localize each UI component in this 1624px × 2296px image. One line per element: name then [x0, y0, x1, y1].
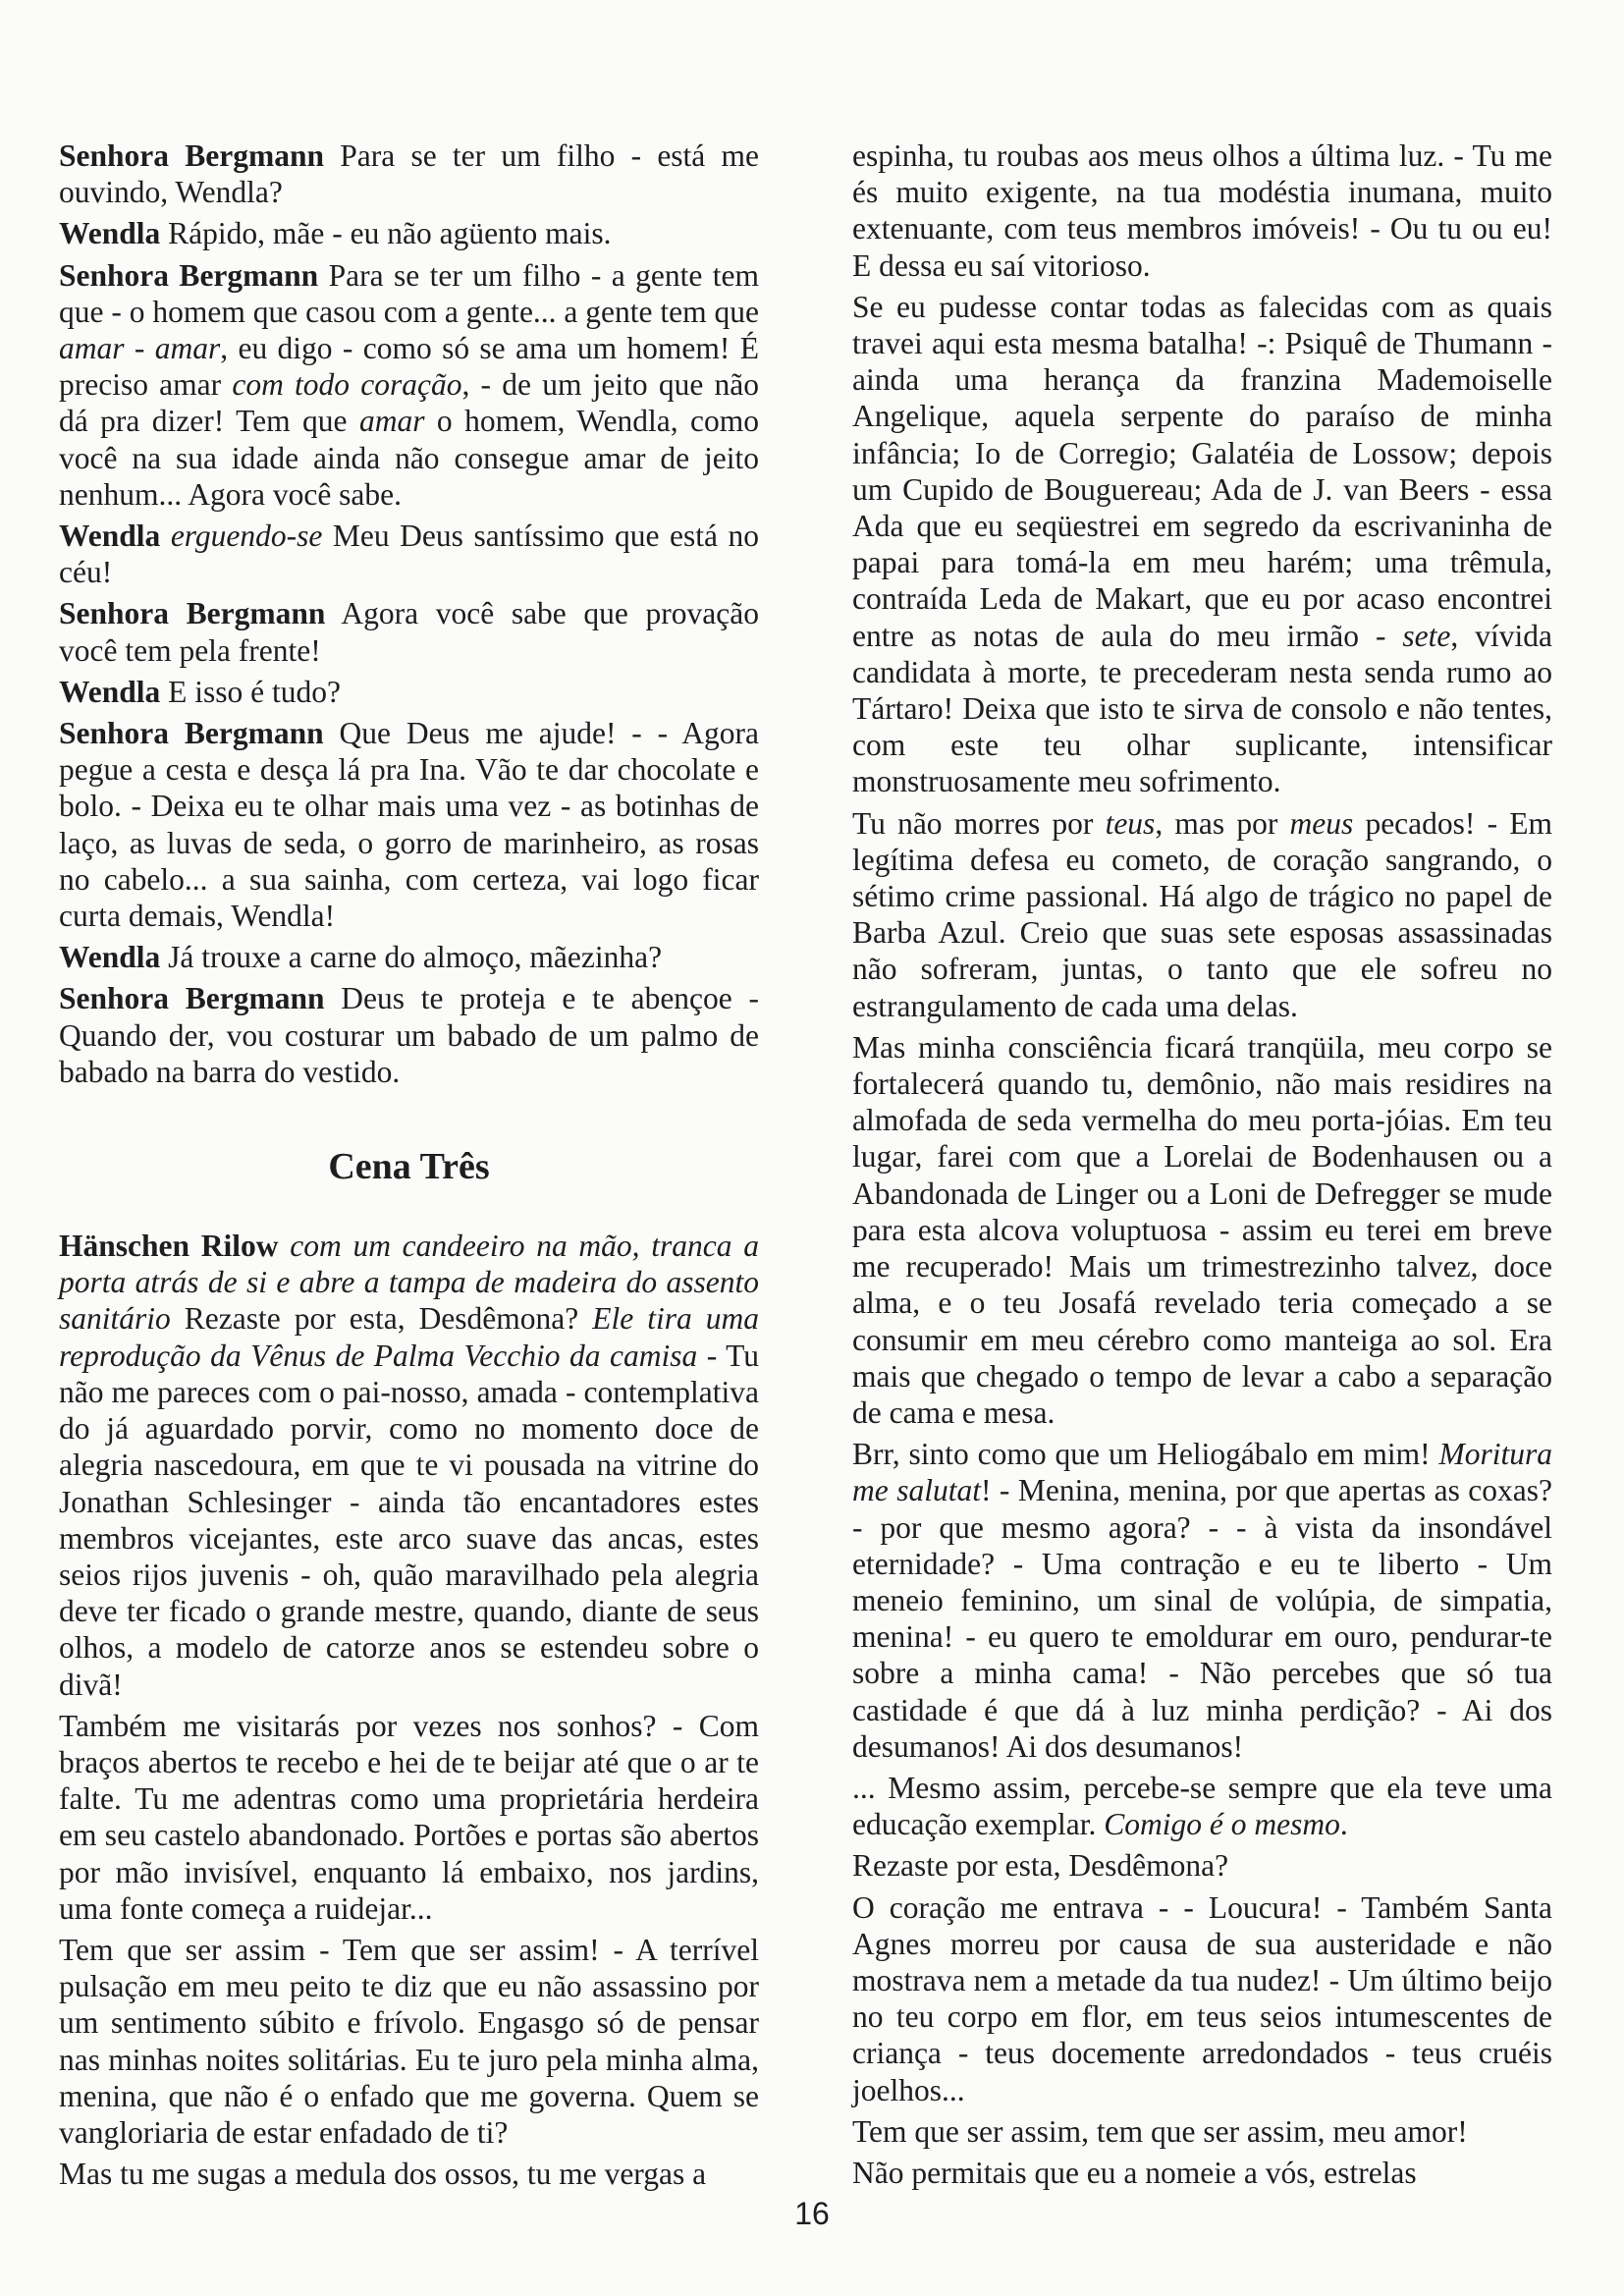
dialogue-text: E isso é tudo? — [168, 674, 342, 709]
dialogue-line — [59, 215, 759, 251]
dialogue-text: Deus te proteja e te abençoe - Quando der, vou costurar um babado de um palmo de babado na barra do vestido. — [59, 981, 760, 1089]
stage-direction: Ele tira uma reprodução da Vênus de Palma Vecchio da camisa — [59, 1301, 759, 1373]
body-text: Para se ter um filho - a gente tem que - o homem que casou com a gente... a gente tem que — [59, 257, 759, 329]
speaker-name: Senhora Bergmann — [59, 138, 325, 173]
dialogue-text: Para se ter um filho - está me ouvindo, Wendla? — [59, 138, 760, 210]
speaker-name: Senhora Bergmann — [59, 716, 324, 751]
speaker-name: Wendla — [59, 940, 161, 975]
stage-direction: amar — [358, 404, 425, 439]
monologue-paragraph — [59, 1708, 759, 1927]
scene-title: Cena Três — [328, 1146, 490, 1188]
dialogue-line — [59, 980, 759, 1090]
dialogue-line — [59, 939, 759, 975]
monologue-paragraph — [852, 1436, 1552, 1765]
body-text: ! - Menina, menina, por que apertas as coxas? - por que mesmo agora? - - à vista da insondável eternidade? - Uma contração e eu te liberto - Um meneio feminino, um sinal de volúpia, de simpatia, menina! - eu quero te emoldurar em ouro, pendurar-te sobre a minha cama! - Não percebes que só tua castidade é que dá à luz minha perdição? - Ai dos desumanos! Ai dos desumanos! — [852, 1473, 1552, 1764]
speaker-name: Hänschen Rilow — [59, 1229, 279, 1264]
stage-direction: com um candeeiro na mão, tranca a porta atrás de si e abre a tampa de madeira do assento sanitário — [59, 1229, 759, 1337]
monologue-paragraph — [59, 1932, 759, 2151]
body-text: , - de um jeito que não dá pra dizer! Tem que — [59, 367, 760, 439]
stage-direction: amar — [59, 331, 125, 366]
body-text: Rezaste por esta, Desdêmona? — [170, 1301, 593, 1337]
body-text: Mas tu me sugas a medula dos ossos, tu me vergas a — [59, 2157, 707, 2192]
right-column — [852, 137, 1552, 2196]
stage-direction: Moritura me salutat — [852, 1437, 1552, 1508]
body-text: , eu digo - como só se ama um homem! É preciso amar — [59, 331, 759, 403]
dialogue-line — [59, 257, 759, 513]
speaker-name: Wendla — [59, 216, 161, 251]
monologue-paragraph — [852, 2155, 1552, 2191]
dialogue-text: Já trouxe a carne do almoço, mãezinha? — [168, 940, 663, 975]
body-text: Tem que ser assim, tem que ser assim, meu amor! — [852, 2113, 1468, 2149]
monologue-paragraph — [852, 289, 1552, 800]
stage-direction: teus — [1105, 805, 1156, 841]
dialogue-text: Meu Deus santíssimo que está no céu! — [59, 519, 759, 590]
monologue-paragraph — [59, 1228, 759, 1703]
stage-direction: com todo coração — [232, 367, 462, 403]
speaker-name: Senhora Bergmann — [59, 257, 319, 293]
body-text: O coração me entrava - - Loucura! - Também Santa Agnes morreu por causa de sua austeridade e não mostrava nem a metade da tua nudez! - Um último beijo no teu corpo em flor, em teus seios intumescentes de criança - teus docemente arredondados - teus cruéis joelhos... — [852, 1889, 1552, 2107]
monologue-paragraph — [852, 1029, 1552, 1431]
left-column — [59, 137, 759, 2197]
body-text: Tu não morres por — [852, 805, 1106, 841]
body-text: espinha, tu roubas aos meus olhos a última luz. - Tu me és muito exigente, na tua modéstia inumana, muito extenuante, com teus membros imóveis! - Ou tu ou eu! E dessa eu saí vitorioso. — [852, 138, 1552, 283]
body-text: Também me visitarás por vezes nos sonhos? - Com braços abertos te recebo e hei de te beijar até que o ar te falte. Tu me adentras como uma proprietária herdeira em seu castelo abandonado. Portões e portas são abertos por mão invisível, enquanto lá embaixo, nos jardins, uma fonte começa a ruidejar... — [59, 1708, 759, 1926]
body-text: - Tu não me pareces com o pai-nosso, amada - contemplativa do já aguardado porvir, como no momento doce de alegria nascedoura, em que te vi pousada na vitrine do Jonathan Schlesinger - ainda tão encantadores estes membros vicejantes, este arco suave das ancas, estes seios rijos juvenis - oh, quão maravilhado pela alegria deve ter ficado o grande mestre, quando, diante de seus olhos, a modelo de catorze anos se estendeu sobre o divã! — [59, 1338, 760, 1702]
monologue-paragraph — [852, 1847, 1552, 1884]
stage-direction: amar — [154, 331, 221, 366]
monologue-paragraph — [852, 1770, 1552, 1842]
body-text: Brr, sinto como que um Heliogábalo em mim! — [852, 1437, 1439, 1472]
dialogue-text: Que Deus me ajude! - - Agora pegue a cesta e desça lá pra Ina. Vão te dar chocolate e bolo. - Deixa eu te olhar mais uma vez - as botinhas de laço, as luvas de seda, o gorro de marinheiro, as rosas no cabelo... a sua sainha, com certeza, vai logo ficar curta demais, Wendla! — [59, 716, 759, 934]
stage-direction: erguendo-se — [170, 519, 323, 554]
body-text: , vívida candidata à morte, te precederam nesta senda rumo ao Tártaro! Deixa que isto te sirva de consolo e não tentes, com este teu olhar suplicante, intensificar monstruosamente meu sofrimento. — [852, 618, 1552, 799]
stage-direction: meus — [1289, 805, 1354, 841]
speaker-name: Senhora Bergmann — [59, 596, 326, 631]
body-text: Não permitais que eu a nomeie a vós, estrelas — [852, 2155, 1417, 2190]
body-text: . — [1339, 1807, 1348, 1842]
body-text: pecados! - Em legítima defesa eu cometo, de coração sangrando, o sétimo crime passional. Há algo de trágico no papel de Barba Azul. Creio que suas sete esposas assassinadas não sofreram, juntas, o tanto que ele sofreu no estrangulamento de cada uma delas. — [852, 805, 1552, 1023]
page-number: 16 — [794, 2196, 830, 2231]
dialogue-text: Agora você sabe que provação você tem pela frente! — [59, 596, 759, 668]
body-text — [279, 1229, 291, 1263]
speaker-name: Wendla — [59, 519, 161, 554]
monologue-paragraph — [852, 805, 1552, 1024]
monologue-paragraph — [852, 1889, 1552, 2108]
monologue-paragraph — [59, 2156, 759, 2192]
monologue-paragraph — [852, 2113, 1552, 2150]
monologue-paragraph — [852, 137, 1552, 284]
dialogue-line — [59, 518, 759, 590]
body-text: ... Mesmo assim, percebe-se sempre que ela teve uma educação exemplar. — [852, 1770, 1552, 1842]
dialogue-line — [59, 715, 759, 934]
stage-direction: sete — [1402, 618, 1451, 653]
speaker-name: Senhora Bergmann — [59, 981, 325, 1016]
body-text: - — [124, 331, 155, 366]
dialogue-line — [59, 595, 759, 668]
stage-direction: Comigo é o mesmo — [1104, 1807, 1340, 1842]
body-text: , mas por — [1155, 805, 1290, 841]
body-text: Rezaste por esta, Desdêmona? — [852, 1848, 1229, 1884]
dialogue-line — [59, 137, 759, 210]
body-text: Se eu pudesse contar todas as falecidas com as quais travei aqui esta mesma batalha! -: Psiquê de Thumann - ainda uma herança da franzina Mademoiselle Angelique, aquela serpente do paraíso de minha infância; Io de Corregio; Galatéia de Lossow; depois um Cupido de Bouguereau; Ada de J. van Beers - essa Ada que eu seqüestrei em segredo da escrivaninha de papai para tomá-la em meu harém; uma trêmula, contraída Leda de Makart, que eu por acaso encontrei entre as notas de aula do meu irmão - — [852, 289, 1552, 653]
body-text: Mas minha consciência ficará tranqüila, meu corpo se fortalecerá quando tu, demônio, não mais residires na almofada de seda vermelha do meu porta-jóias. Em teu lugar, farei com que a Lorelai de Bodenhausen ou a Abandonada de Linger ou a Loni de Defregger se mude para esta alcova voluptuosa - assim eu terei em breve me recuperado! Mais um trimestrezinho talvez, doce alma, e o teu Josafá revelado teria começado a se consumir em meu cérebro como manteiga ao sol. Era mais que chegado o tempo de levar a cabo a separação de cama e mesa. — [852, 1029, 1552, 1430]
dialogue-line — [59, 674, 759, 710]
dialogue-text: Rápido, mãe - eu não agüento mais. — [168, 216, 612, 251]
speaker-name: Wendla — [59, 674, 161, 709]
body-text: Tem que ser assim - Tem que ser assim! - A terrível pulsação em meu peito te diz que eu não assassino por um sentimento súbito e frívolo. Engasgo só de pensar nas minhas noites solitárias. Eu te juro pela minha alma, menina, que não é o enfado que me governa. Quem se vangloriaria de estar enfadado de ti? — [59, 1932, 759, 2150]
body-text: o homem, Wendla, como você na sua idade ainda não consegue amar de jeito nenhum... Agora você sabe. — [59, 404, 759, 512]
